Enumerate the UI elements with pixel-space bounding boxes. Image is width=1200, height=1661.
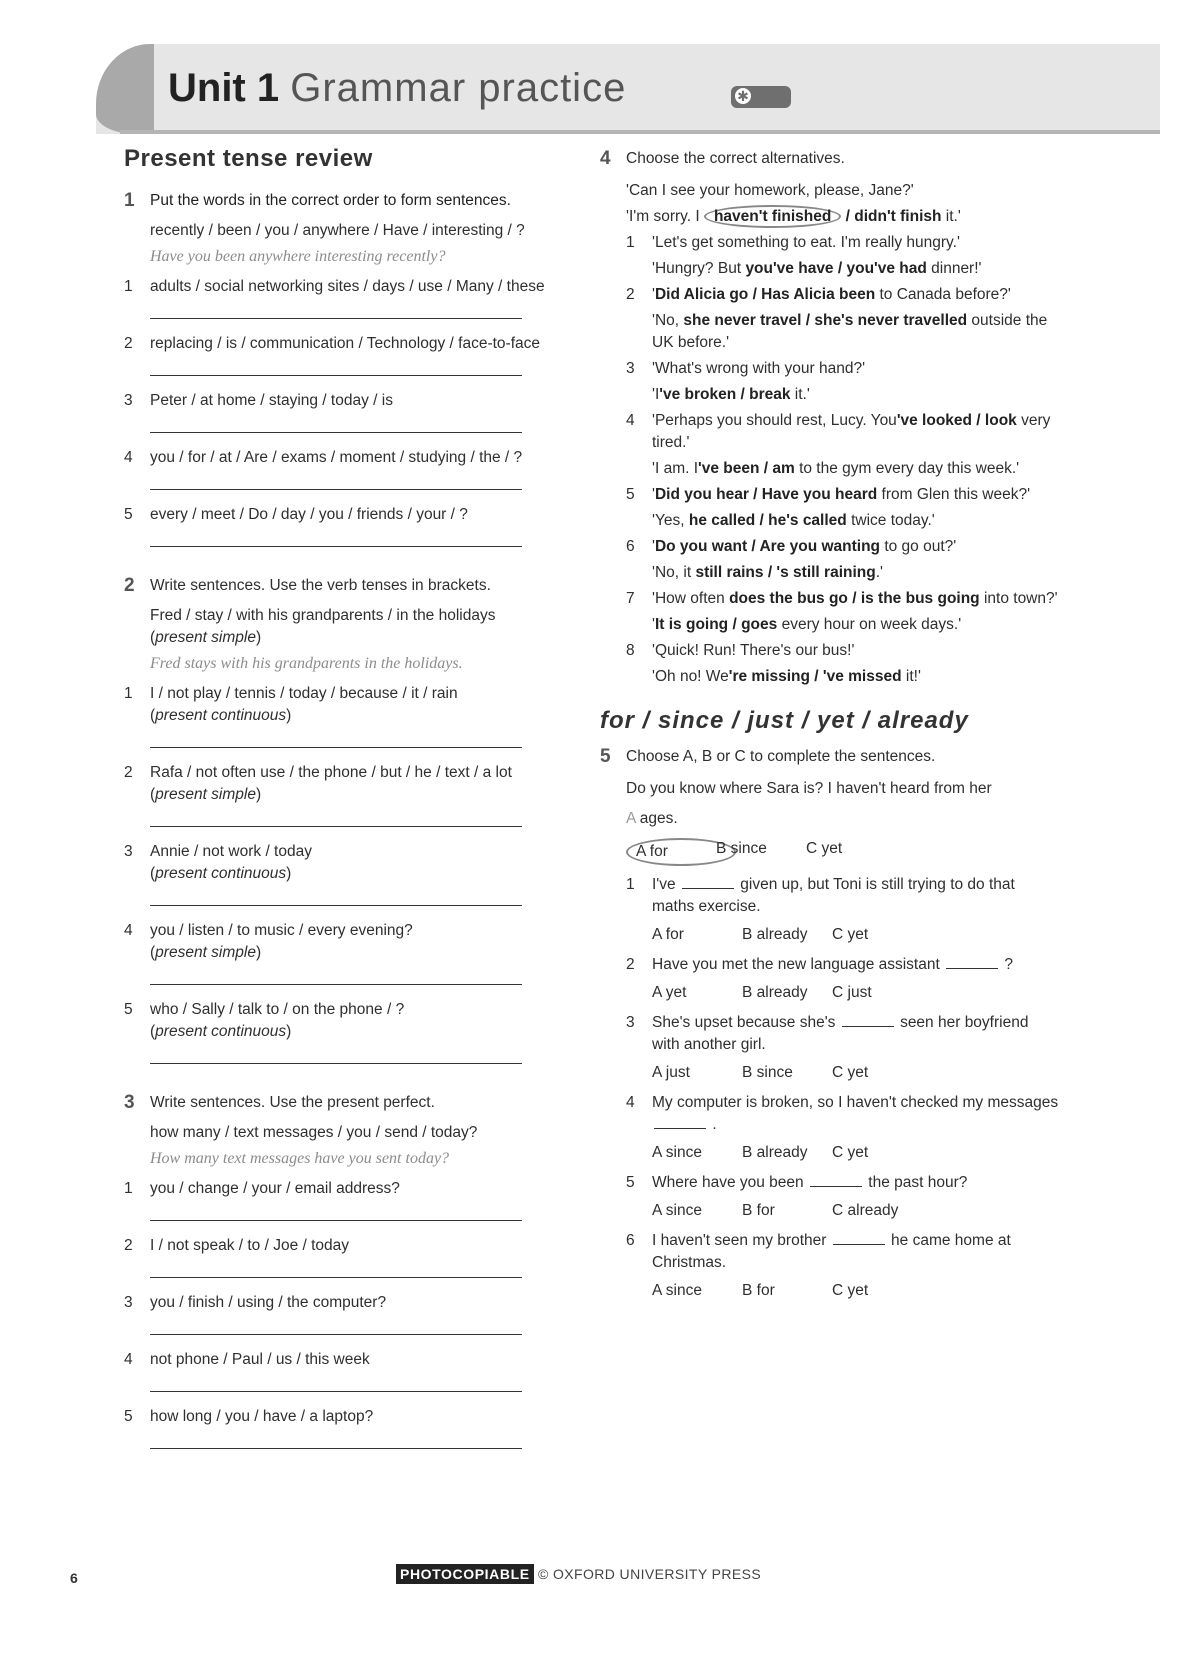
answer-alternatives[interactable]: Do you want / Are you wanting (654, 538, 881, 555)
answer-blank[interactable] (810, 1186, 862, 1187)
answer-line[interactable] (150, 885, 522, 906)
item-text: 'Hungry? But (652, 260, 746, 277)
exercise-instruction: Put the words in the correct order to form sentences. (150, 192, 511, 209)
item-number: 2 (626, 286, 635, 303)
item-number: 2 (626, 956, 635, 973)
option-b[interactable]: B already (742, 1144, 808, 1161)
item-text: twice today.' (846, 512, 935, 529)
option-a[interactable]: A since (652, 1282, 702, 1299)
item-number: 5 (124, 1001, 133, 1018)
item-number: 3 (124, 843, 133, 860)
example-tense: present simple (155, 629, 256, 646)
exercise-number: 5 (600, 746, 611, 767)
page-number: 6 (70, 1570, 78, 1586)
item-number: 3 (124, 392, 133, 409)
exercise-number: 1 (124, 190, 135, 211)
item-number: 2 (124, 335, 133, 352)
example-answer-post: it.' (941, 208, 961, 225)
exercise-item (124, 390, 574, 412)
item-prompt: how long / you / have / a laptop? (150, 1408, 374, 1425)
copyright-text: © OXFORD UNIVERSITY PRESS (537, 1566, 762, 1582)
answer-blank[interactable] (946, 968, 998, 969)
item-text: 'No, (652, 312, 684, 329)
item-number: 4 (124, 1351, 133, 1368)
item-prompt: Annie / not work / today (150, 843, 312, 860)
item-text: to the gym every day this week.' (794, 460, 1020, 477)
item-text: 'No, it (652, 564, 696, 581)
item-number: 4 (124, 922, 133, 939)
item-text: 'What's wrong with your hand?' (652, 360, 866, 377)
answer-line[interactable] (150, 1371, 522, 1392)
item-number: 4 (626, 1094, 635, 1111)
item-tense: present continuous (155, 1023, 287, 1040)
option-a[interactable]: A just (652, 1064, 690, 1081)
exercise-item (124, 1235, 574, 1257)
exercise-item: 4 you / listen / to music / every evening? (present simple) (124, 922, 413, 961)
exercise-5 (600, 746, 1060, 1302)
exercise-item (124, 1178, 574, 1200)
item-line-2 (652, 258, 1060, 280)
exercise-item (124, 333, 574, 355)
answer-alternatives[interactable]: he called / he's called (688, 512, 847, 529)
option-c[interactable]: C already (832, 1202, 899, 1219)
item-text-after: given up, but Toni is still trying to do that maths exercise. (652, 876, 1015, 915)
item-number: 3 (626, 360, 635, 377)
answer-alternatives[interactable]: does the bus go / is the bus going (729, 590, 980, 607)
answer-alternatives[interactable]: 've looked / look (896, 412, 1017, 429)
answer-line[interactable] (150, 1428, 522, 1449)
example-answer: How many text messages have you sent today? (150, 1150, 450, 1167)
exercise-4 (600, 148, 1060, 688)
exercise-item: 1 I / not play / tennis / today / because / it / rain (present continuous) (124, 685, 458, 724)
exercise-item (626, 410, 1060, 480)
alternative-option: / didn't finish (841, 208, 942, 225)
star-icon: ✱ (735, 88, 751, 104)
example-text: Fred / stay / with his grandparents / in the holidays (150, 607, 496, 624)
photocopiable-badge: PHOTOCOPIABLE (396, 1564, 534, 1584)
answer-options (652, 1142, 1060, 1164)
item-text: it!' (901, 668, 921, 685)
item-prompt: Peter / at home / staying / today / is (150, 392, 393, 409)
item-number: 1 (124, 1180, 133, 1197)
option-c[interactable]: C just (832, 984, 872, 1001)
exercise-instruction: Choose A, B or C to complete the sentences. (626, 748, 936, 765)
item-line-1 (652, 232, 1060, 254)
answer-line[interactable] (150, 355, 522, 376)
item-prompt: Rafa / not often use / the phone / but / he / text / a lot (150, 764, 512, 781)
answer-line[interactable] (150, 1200, 522, 1221)
exercise-instruction: Write sentences. Use the verb tenses in brackets. (150, 577, 491, 594)
item-text-after: the past hour? (868, 1174, 968, 1191)
item-prompt: I / not play / tennis / today / because / it / rain (150, 685, 458, 702)
item-text: it.' (790, 386, 810, 403)
exercise-item (626, 284, 1060, 354)
item-tense: present continuous (155, 865, 287, 882)
answer-blank[interactable] (842, 1026, 894, 1027)
item-line-1 (652, 640, 1060, 662)
item-text: 'I (652, 386, 660, 403)
item-text-after: ? (1004, 956, 1014, 973)
item-text: outside the UK before.' (652, 312, 1048, 351)
item-number: 2 (124, 764, 133, 781)
item-line-2 (652, 384, 1060, 406)
exercise-item (124, 276, 574, 298)
example-continuation (626, 808, 1060, 830)
option-a (626, 838, 716, 866)
circled-option: A for (626, 838, 736, 866)
option-c[interactable]: C yet (832, 1064, 869, 1081)
page-title (168, 66, 626, 111)
item-number: 1 (626, 876, 635, 893)
answer-alternatives[interactable]: Did Alicia go / Has Alicia been (654, 286, 876, 303)
item-number: 7 (626, 590, 635, 607)
item-text-after: he came home at Christmas. (652, 1232, 1011, 1271)
exercise-2 (124, 575, 574, 1064)
exercise-item: 3 Annie / not work / today (present continuous) (124, 843, 312, 882)
exercise-item (626, 954, 1060, 1004)
item-number: 3 (626, 1014, 635, 1031)
exercise-item (626, 1092, 1060, 1164)
example-question: 'Can I see your homework, please, Jane?' (626, 182, 914, 199)
answer-alternatives[interactable]: 're missing / 've missed (728, 668, 902, 685)
answer-options (652, 924, 1060, 946)
item-prompt: you / change / your / email address? (150, 1180, 400, 1197)
item-number: 3 (124, 1294, 133, 1311)
item-text: dinner!' (926, 260, 982, 277)
item-line-1 (652, 484, 1060, 506)
answer-alternatives[interactable]: still rains / 's still raining (695, 564, 876, 581)
answer-line[interactable] (150, 806, 522, 827)
exercise-item (626, 536, 1060, 584)
item-number: 1 (124, 278, 133, 295)
answer-line[interactable] (150, 727, 522, 748)
answer-blank[interactable] (833, 1244, 885, 1245)
item-text: into town?' (979, 590, 1058, 607)
item-text: ' (652, 486, 655, 503)
item-number: 5 (124, 506, 133, 523)
item-line-2 (652, 510, 1060, 532)
item-text: from Glen this week?' (877, 486, 1031, 503)
exercise-number: 2 (124, 575, 135, 596)
exercise-3 (124, 1092, 574, 1449)
item-text-after: . (712, 1116, 717, 1133)
option-c[interactable]: C yet (832, 1144, 869, 1161)
option-c[interactable]: C yet (832, 926, 869, 943)
exercise-item (626, 874, 1060, 946)
answer-options (652, 1200, 1060, 1222)
option-b[interactable]: B since (742, 1064, 793, 1081)
answer-alternatives[interactable]: Did you hear / Have you heard (654, 486, 878, 503)
option-a[interactable]: A since (652, 1144, 702, 1161)
item-number: 1 (626, 234, 635, 251)
exercise-item (626, 358, 1060, 406)
exercise-item (626, 232, 1060, 280)
item-text: ' (652, 616, 655, 633)
item-text: 'Perhaps you should rest, Lucy. You (652, 412, 897, 429)
option-c: C yet (806, 840, 843, 857)
option-b: B since (716, 840, 767, 857)
answer-blank[interactable] (682, 888, 734, 889)
option-b[interactable]: B already (742, 926, 808, 943)
item-number: 5 (124, 1408, 133, 1425)
exercise-item (124, 1406, 574, 1428)
answer-line[interactable] (150, 412, 522, 433)
answer-line[interactable] (150, 1257, 522, 1278)
exercise-item (124, 504, 574, 526)
circled-answer: haven't finished (704, 205, 841, 228)
item-text-before: Have you met the new language assistant (652, 956, 940, 973)
section-title-for-since: for / since / just / yet / already (600, 707, 969, 734)
left-column (124, 145, 574, 1449)
item-text: 'Oh no! We (652, 668, 729, 685)
exercise-instruction: Write sentences. Use the present perfect. (150, 1094, 435, 1111)
example-prompt: recently / been / you / anywhere / Have / interesting / ? (150, 222, 525, 239)
example-options (626, 838, 1060, 866)
item-text-after: seen her boyfriend with another girl. (652, 1014, 1029, 1053)
item-text: 'Quick! Run! There's our bus!' (652, 642, 855, 659)
exercise-item (124, 1292, 574, 1314)
item-text: 'Yes, (652, 512, 689, 529)
item-text-before: I haven't seen my brother (652, 1232, 827, 1249)
header-tab (96, 44, 154, 134)
item-prompt: you / finish / using / the computer? (150, 1294, 387, 1311)
example-prompt: how many / text messages / you / send / today? (150, 1124, 478, 1141)
item-text: 'Let's get something to eat. I'm really hungry.' (652, 234, 960, 251)
option-b[interactable]: B for (742, 1202, 775, 1219)
exercise-item (626, 1012, 1060, 1084)
header-rule (120, 130, 1160, 134)
item-prompt: not phone / Paul / us / this week (150, 1351, 370, 1368)
example-answer-pre: 'I'm sorry. I (626, 208, 704, 225)
answer-options (652, 1280, 1060, 1302)
answer-line[interactable] (150, 1043, 522, 1064)
example-answer-letter: A (626, 810, 636, 827)
item-line-2 (652, 614, 1060, 636)
item-line-2 (652, 562, 1060, 584)
option-c[interactable]: C yet (832, 1282, 869, 1299)
example-prompt: Fred / stay / with his grandparents / in the holidays (present simple) (150, 607, 496, 646)
answer-line[interactable] (150, 469, 522, 490)
example-continuation-text: ages. (635, 810, 678, 827)
answer-alternatives[interactable]: you've have / you've had (745, 260, 927, 277)
footer (396, 1566, 761, 1582)
item-text-before: She's upset because she's (652, 1014, 836, 1031)
item-text: ' (652, 286, 655, 303)
item-prompt: replacing / is / communication / Technology / face-to-face (150, 335, 540, 352)
item-number: 2 (124, 1237, 133, 1254)
option-a[interactable]: A since (652, 1202, 702, 1219)
answer-line[interactable] (150, 298, 522, 319)
answer-options (652, 982, 1060, 1004)
answer-line[interactable] (150, 964, 522, 985)
exercise-item (626, 484, 1060, 532)
star-badge (731, 86, 791, 108)
exercise-item (124, 447, 574, 469)
item-prompt: you / for / at / Are / exams / moment / studying / the / ? (150, 449, 523, 466)
answer-alternatives[interactable]: 've been / am (698, 460, 795, 477)
item-text: to Canada before?' (875, 286, 1011, 303)
exercise-item (626, 588, 1060, 636)
option-b[interactable]: B already (742, 984, 808, 1001)
item-number: 5 (626, 486, 635, 503)
item-line-1 (652, 284, 1060, 306)
item-text: 'How often (652, 590, 730, 607)
item-text-before: My computer is broken, so I haven't checked my messages (652, 1094, 1059, 1111)
option-a[interactable]: A for (652, 926, 684, 943)
item-tense: present simple (155, 944, 256, 961)
item-prompt: every / meet / Do / day / you / friends / your / ? (150, 506, 468, 523)
item-text: 'I am. I (652, 460, 699, 477)
item-number: 6 (626, 1232, 635, 1249)
answer-alternatives[interactable]: It is going / goes (654, 616, 778, 633)
answer-alternatives[interactable]: 've broken / break (659, 386, 791, 403)
item-tense: present simple (155, 786, 256, 803)
answer-alternatives[interactable]: she never travel / she's never travelled (683, 312, 968, 329)
option-a[interactable]: A yet (652, 984, 687, 1001)
item-text: .' (875, 564, 883, 581)
answer-line[interactable] (150, 1314, 522, 1335)
item-line-2 (652, 458, 1060, 480)
item-number: 4 (626, 412, 635, 429)
item-line-1 (652, 358, 1060, 380)
answer-options (652, 1062, 1060, 1084)
item-text: very tired.' (652, 412, 1051, 451)
item-prompt: you / listen / to music / every evening? (150, 922, 413, 939)
item-text-before: I've (652, 876, 676, 893)
section-title-present-tense: Present tense review (124, 145, 373, 172)
exercise-item (626, 1172, 1060, 1222)
option-b[interactable]: B for (742, 1282, 775, 1299)
item-prompt: adults / social networking sites / days / use / Many / these (150, 278, 545, 295)
item-number: 8 (626, 642, 635, 659)
item-number: 1 (124, 685, 133, 702)
exercise-number: 3 (124, 1092, 135, 1113)
item-prompt: I / not speak / to / Joe / today (150, 1237, 350, 1254)
answer-blank[interactable] (654, 1128, 706, 1129)
item-text: ' (652, 538, 655, 555)
item-line-1 (652, 410, 1060, 454)
example-answer: Fred stays with his grandparents in the holidays. (150, 655, 463, 672)
example-answer-line (626, 206, 1060, 228)
answer-line[interactable] (150, 526, 522, 547)
item-text-before: Where have you been (652, 1174, 804, 1191)
exercise-item (626, 640, 1060, 688)
example-prompt: Do you know where Sara is? I haven't heard from her (626, 780, 992, 797)
item-number: 5 (626, 1174, 635, 1191)
item-line-2 (652, 666, 1060, 688)
exercise-item (124, 1349, 574, 1371)
unit-label: Unit 1 (168, 66, 280, 110)
item-text: to go out?' (880, 538, 957, 555)
item-line-1 (652, 588, 1060, 610)
exercise-item: 5 who / Sally / talk to / on the phone / ? (present continuous) (124, 1001, 405, 1040)
exercise-item: 2 Rafa / not often use / the phone / but / he / text / a lot (present simple) (124, 764, 512, 803)
exercise-number: 4 (600, 148, 611, 169)
exercise-instruction: Choose the correct alternatives. (626, 150, 845, 167)
right-column (600, 148, 1060, 1302)
title-subtitle: Grammar practice (290, 66, 627, 110)
example-answer: Have you been anywhere interesting recently? (150, 248, 446, 265)
item-line-2 (652, 310, 1060, 354)
item-line-1 (652, 536, 1060, 558)
exercise-1 (124, 190, 574, 547)
exercise-item (626, 1230, 1060, 1302)
item-number: 4 (124, 449, 133, 466)
item-tense: present continuous (155, 707, 287, 724)
item-text: every hour on week days.' (777, 616, 962, 633)
item-number: 6 (626, 538, 635, 555)
item-prompt: who / Sally / talk to / on the phone / ? (150, 1001, 405, 1018)
